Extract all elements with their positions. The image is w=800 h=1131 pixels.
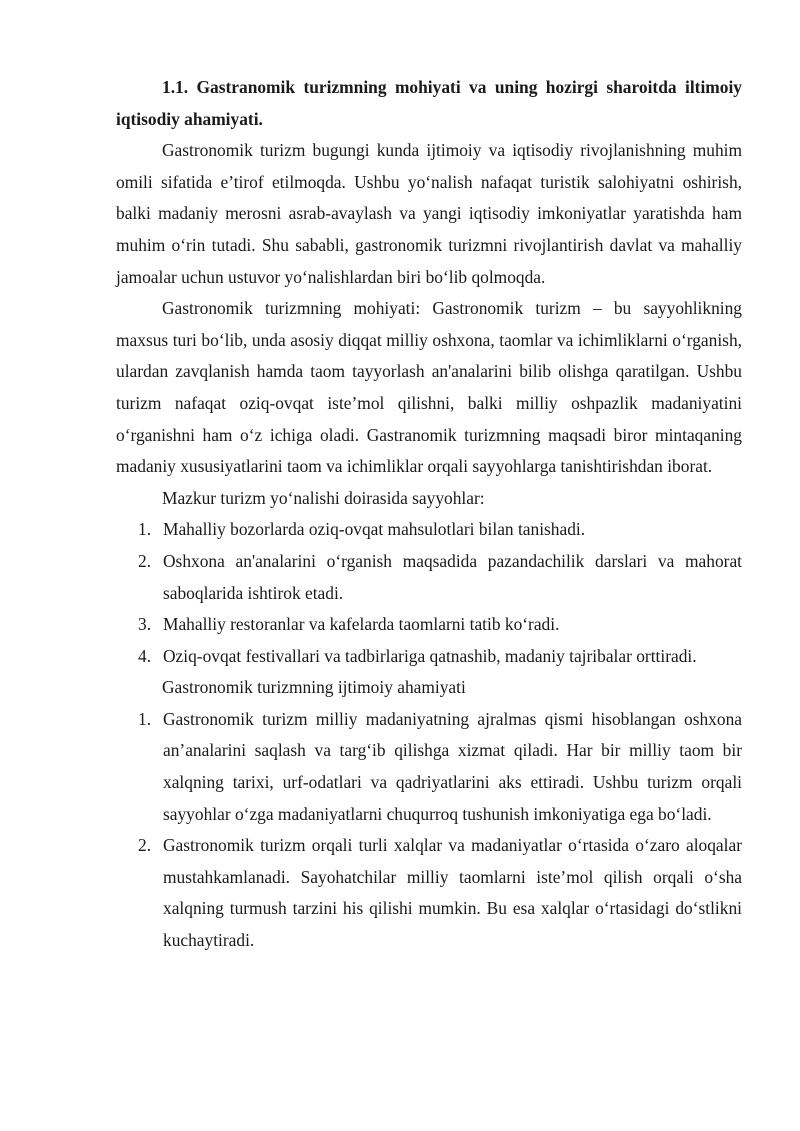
- section-heading: 1.1. Gastranomik turizmning mohiyati va uning hozirgi sharoitda iltimoiy iqtisodiy ahamiyati.: [116, 77, 742, 129]
- list-item-number: 2.: [138, 550, 152, 571]
- list-item: [116, 546, 742, 609]
- list-item-number: 2.: [138, 835, 152, 856]
- list-intro-tourists: Mazkur turizm yo‘nalishi doirasida sayyohlar:: [162, 487, 485, 508]
- paragraph-intro: Gastronomik turizm bugungi kunda ijtimoiy va iqtisodiy rivojlanishning muhim omili sifatida e’tirof etilmoqda. Ushbu yo‘nalish nafaqat turistik salohiyatni oshirish, balki madaniy merosni asrab-avaylash va yangi iqtisodiy imkoniyatlar yaratishda ham muhim o‘rin tutadi. Shu sababli, gastronomik turizmni rivojlantirish davlat va mahalliy jamoalar uchun ustuvor yo‘nalishlardan biri bo‘lib qolmoqda.: [116, 140, 742, 287]
- list-item-text: Oziq-ovqat festivallari va tadbirlariga qatnashib, madaniy tajribalar orttiradi.: [163, 645, 697, 666]
- list-item-text: Gastronomik turizm milliy madaniyatning ajralmas qismi hisoblangan oshxona an’analarini saqlash va targ‘ib qilishga xizmat qiladi. Har bir milliy taom bir xalqning tarixi, urf-odatlari va qadriyatlarini aks ettiradi. Ushbu turizm orqali sayyohlar o‘zga madaniyatlarni chuqurroq tushunish imkoniyatiga ega bo‘ladi.: [163, 708, 742, 824]
- social-importance-list: [116, 704, 742, 957]
- list-item-text: Gastronomik turizm orqali turli xalqlar va madaniyatlar o‘rtasida o‘zaro aloqalar mustahkamlanadi. Sayohatchilar milliy taomlarni iste’mol qilish orqali o‘sha xalqning turmush tarzini his qilishi mumkin. Bu esa xalqlar o‘rtasidagi do‘stlikni kuchaytiradi.: [163, 835, 742, 951]
- tourist-activities-list: [116, 514, 742, 672]
- list-item-number: 3.: [138, 614, 152, 635]
- list-item: [116, 641, 742, 673]
- list-intro-social: Gastronomik turizmning ijtimoiy ahamiyati: [162, 677, 466, 698]
- list-item-number: 1.: [138, 708, 152, 729]
- list-item: [116, 830, 742, 956]
- list-item-number: 4.: [138, 645, 152, 666]
- list-item-text: Mahalliy restoranlar va kafelarda taomlarni tatib ko‘radi.: [163, 614, 560, 635]
- list-item-text: Mahalliy bozorlarda oziq-ovqat mahsulotlari bilan tanishadi.: [163, 519, 586, 540]
- list-item: [116, 609, 742, 641]
- list-item-number: 1.: [138, 519, 152, 540]
- paragraph-essence: Gastronomik turizmning mohiyati: Gastronomik turizm – bu sayyohlikning maxsus turi bo‘lib, unda asosiy diqqat milliy oshxona, taomlar va ichimliklarni o‘rganish, ulardan zavqlanish hamda taom tayyorlash an'analarini bilib olishga qaratilgan. Ushbu turizm nafaqat oziq-ovqat iste’mol qilishni, balki milliy oshpazlik madaniyatini o‘rganishni ham o‘z ichiga oladi. Gastranomik turizmning maqsadi biror mintaqaning madaniy xususiyatlarini taom va ichimliklar orqali sayyohlarga tanishtirishdan iborat.: [116, 298, 742, 477]
- list-item: [116, 704, 742, 830]
- document-page: [116, 72, 742, 957]
- list-item-text: Oshxona an'analarini o‘rganish maqsadida pazandachilik darslari va mahorat saboqlarida ishtirok etadi.: [163, 550, 742, 603]
- list-item: [116, 514, 742, 546]
